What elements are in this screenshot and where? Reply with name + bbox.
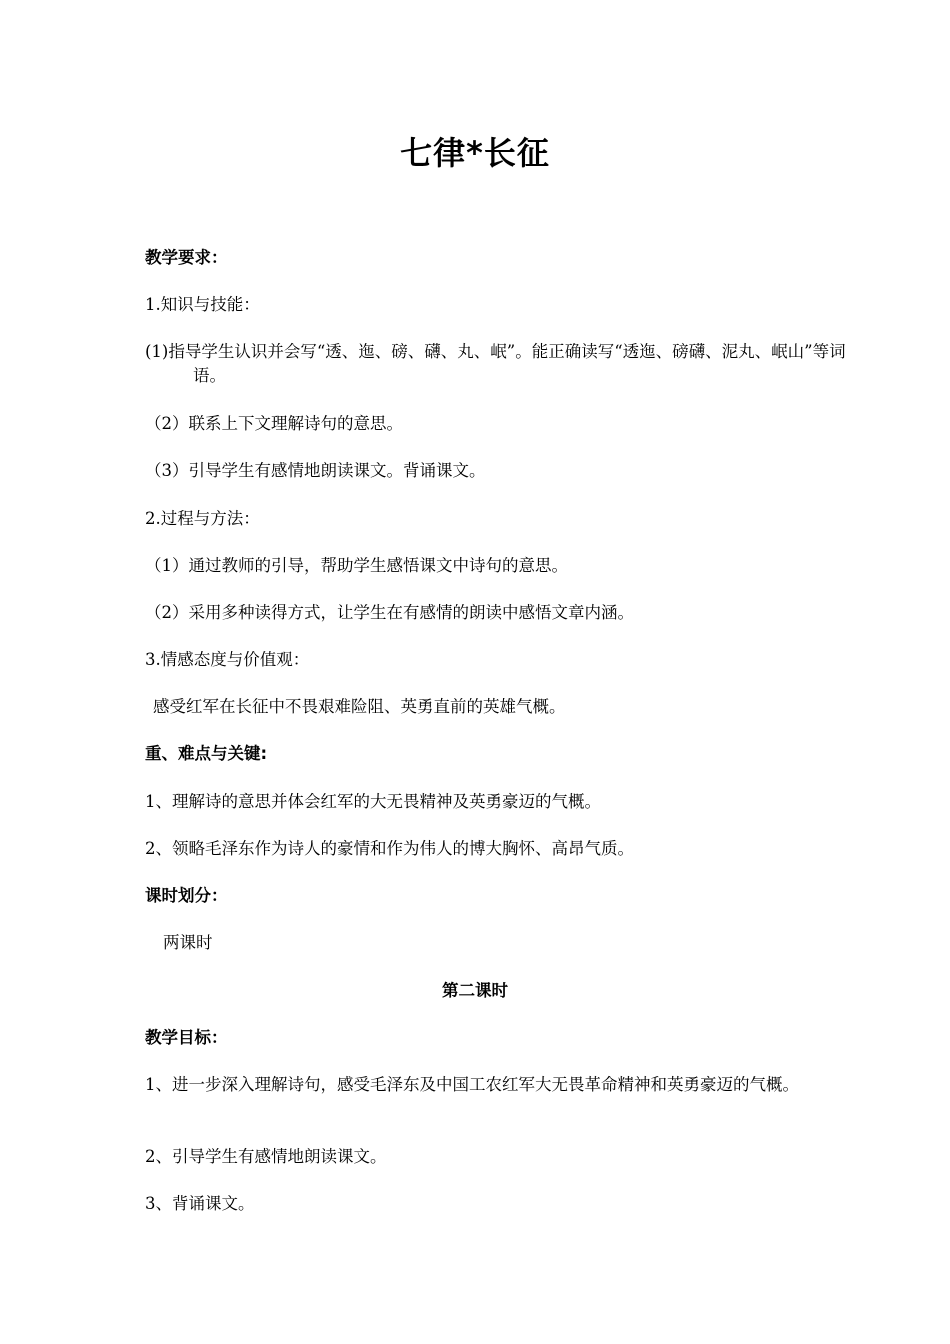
key-points-heading: 重、难点与关键: (145, 744, 268, 763)
document-title: 七律*长征 (400, 134, 550, 172)
schedule-value: 两课时 (163, 933, 213, 952)
process-item-2: （2）采用多种读得方式，让学生在有感情的朗读中感悟文章内涵。 (145, 603, 634, 622)
knowledge-item-2: （2）联系上下文理解诗句的意思。 (145, 414, 403, 433)
emotion-values-heading: 3.情感态度与价值观： (145, 650, 310, 669)
knowledge-skills-heading: 1.知识与技能： (145, 295, 260, 314)
teaching-goal-1: 1、进一步深入理解诗句，感受毛泽东及中国工农红军大无畏革命精神和英勇豪迈的气概。 (145, 1075, 799, 1094)
process-item-1: （1）通过教师的引导，帮助学生感悟课文中诗句的意思。 (145, 556, 568, 575)
knowledge-item-3: （3）引导学生有感情地朗读课文。背诵课文。 (145, 461, 486, 480)
teaching-goal-3: 3、背诵课文。 (145, 1194, 255, 1213)
emotion-item-1: 感受红军在长征中不畏艰难险阻、英勇直前的英雄气概。 (153, 697, 566, 716)
knowledge-item-1: (1)指导学生认识并会写“透、迤、磅、礴、丸、岷”。能正确读写“透迤、磅礴、泥丸、岷山”等词语。 (145, 342, 846, 385)
second-lesson-heading: 第二课时 (442, 981, 508, 1000)
teaching-goal-2: 2、引导学生有感情地朗读课文。 (145, 1147, 387, 1166)
teaching-goals-heading: 教学目标： (145, 1028, 228, 1047)
process-method-heading: 2.过程与方法： (145, 509, 260, 528)
key-point-1: 1、理解诗的意思并体会红军的大无畏精神及英勇豪迈的气概。 (145, 792, 601, 811)
teaching-requirements-heading: 教学要求： (145, 248, 228, 267)
key-point-2: 2、领略毛泽东作为诗人的豪情和作为伟人的博大胸怀、高昂气质。 (145, 839, 634, 858)
schedule-heading: 课时划分： (145, 886, 228, 905)
